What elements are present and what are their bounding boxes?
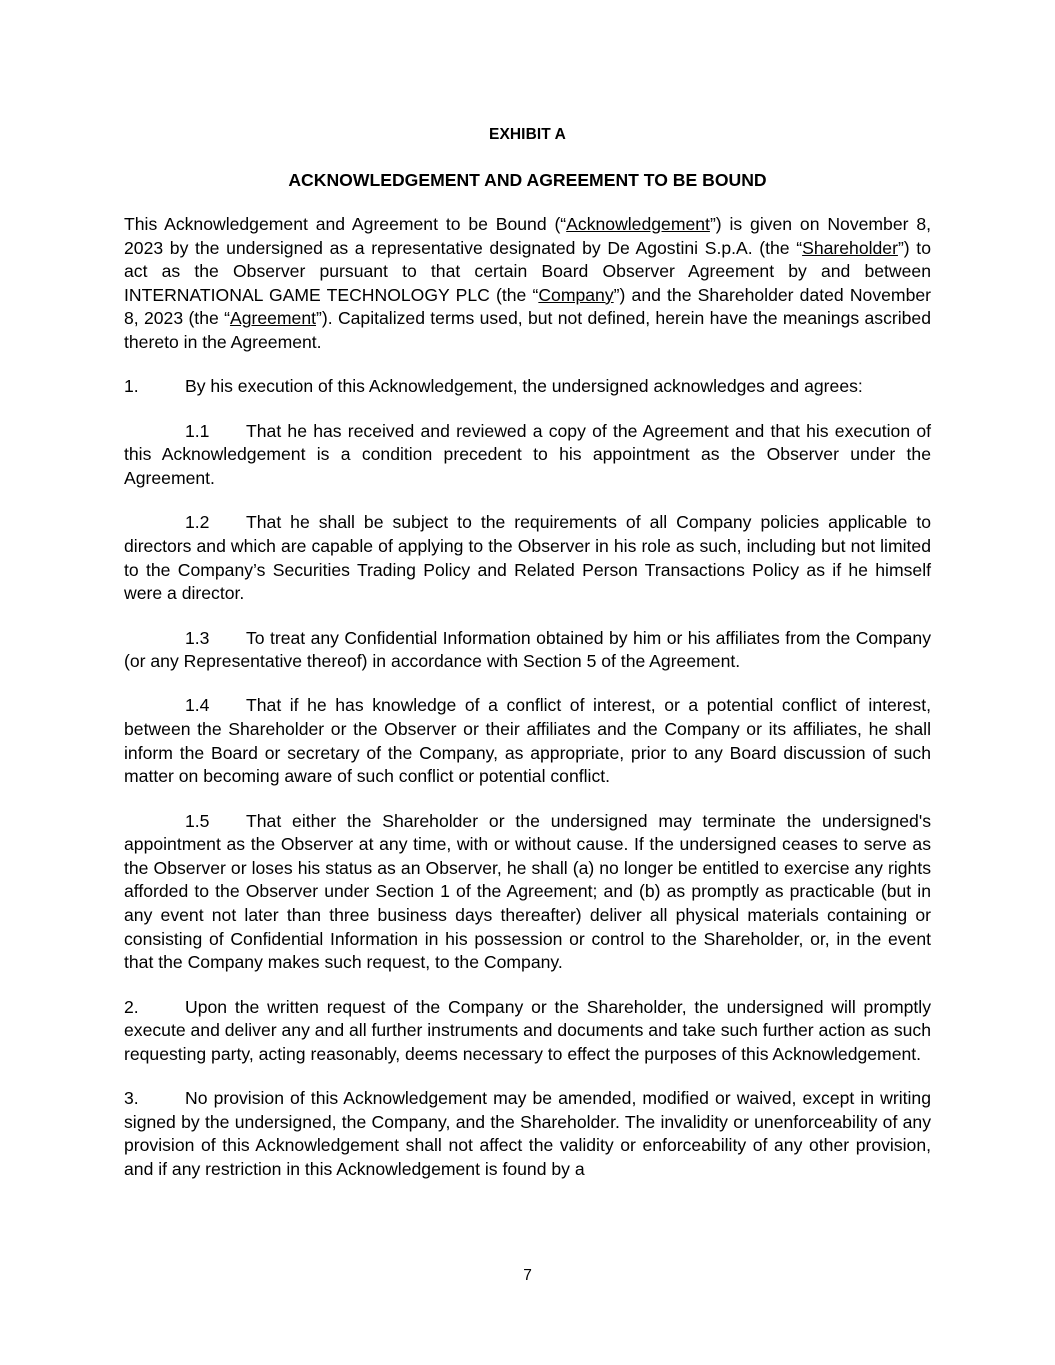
- document-body: [124, 213, 931, 1202]
- section-text: No provision of this Acknowledgement may be amended, modified or waived, except in writing signed by the undersigned, the Company, and the Shareholder. The invalidity or unenforceability of any provision of this Acknowledgement shall not affect the validity or enforceability of any other provision, and if any restriction in this Acknowledgement is found by a: [124, 1088, 931, 1179]
- section-number: 3.: [124, 1088, 139, 1109]
- subsection-number: 1.1: [185, 420, 210, 441]
- intro-text-2: ”) is given on November 8, 2023 by the undersigned as a representative designated by De Agostini S.p.A. (the “: [124, 214, 931, 258]
- subsection-text: That if he has knowledge of a conflict of interest, or a potential conflict of interest, between the Shareholder or the Observer or their affiliates and the Company or its affiliates, he shall inform the Board or secretary of the Company, as appropriate, prior to any Board discussion of such matter on becoming aware of such conflict or potential conflict.: [124, 695, 931, 787]
- defined-term-agreement: Agreement: [229, 308, 317, 329]
- section-1: [124, 375, 931, 399]
- intro-text-3: ”) to act as the Observer pursuant to that certain Board Observer Agreement by and between INTERNATIONAL GAME TECHNOLOGY PLC (the “: [124, 237, 931, 305]
- subsection-1-4: [124, 694, 931, 788]
- subsection-1-5: [124, 810, 931, 975]
- subsection-text: That either the Shareholder or the undersigned may terminate the undersigned's appointment as the Observer at any time, with or without cause. If the undersigned ceases to serve as the Observer or loses his status as an Observer, he shall (a) no longer be entitled to exercise any rights afforded to the Observer under Section 1 of the Agreement; and (b) as promptly as practicable (but in any event not later than three business days thereafter) deliver all physical materials containing or consisting of Confidential Information in his possession or control to the Shareholder, or, in the event that the Company makes such request, to the Company.: [124, 810, 931, 973]
- section-number: 2.: [124, 996, 139, 1017]
- document-title: ACKNOWLEDGEMENT AND AGREEMENT TO BE BOUND: [288, 170, 767, 190]
- subsection-text: To treat any Confidential Information obtained by him or his affiliates from the Company (or any Representative thereof) in accordance with Section 5 of the Agreement.: [124, 627, 931, 672]
- subsection-number: 1.4: [185, 695, 210, 716]
- section-number: 1.: [124, 376, 139, 397]
- page-number: 7: [523, 1267, 532, 1284]
- subsection-text: That he shall be subject to the requirements of all Company policies applicable to directors and which are capable of applying to the Observer in his role as such, including but not limited to the Company’s Securities Trading Policy and Related Person Transactions Policy as if he himself were a director.: [124, 512, 931, 604]
- section-text: By his execution of this Acknowledgement, the undersigned acknowledges and agrees:: [185, 376, 863, 397]
- defined-term-shareholder: Shareholder: [802, 237, 898, 258]
- exhibit-heading: EXHIBIT A: [489, 126, 566, 143]
- subsection-number: 1.5: [185, 810, 210, 831]
- subsection-1-2: [124, 511, 931, 605]
- intro-paragraph: [124, 213, 931, 355]
- subsection-1-1: [124, 420, 931, 491]
- intro-text-5: ”). Capitalized terms used, but not defined, herein have the meanings ascribed thereto in the Agreement.: [124, 308, 931, 352]
- section-2: [124, 996, 931, 1067]
- subsection-number: 1.2: [185, 512, 210, 533]
- defined-term-acknowledgement: Acknowledgement: [566, 214, 710, 234]
- section-3: [124, 1087, 931, 1181]
- subsection-1-3: [124, 627, 931, 674]
- intro-text-4: ”) and the Shareholder dated November 8, 2023 (the “: [124, 284, 932, 329]
- subsection-text: That he has received and reviewed a copy of the Agreement and that his execution of this Acknowledgement is a condition precedent to his appointment as the Observer under the Agreement.: [124, 420, 931, 488]
- section-text: Upon the written request of the Company or the Shareholder, the undersigned will promptly execute and deliver any and all further instruments and documents and take such further action as such requesting party, acting reasonably, deems necessary to effect the purposes of this Acknowledgement.: [124, 996, 931, 1064]
- defined-term-company: Company: [538, 284, 614, 305]
- intro-text-1: This Acknowledgement and Agreement to be Bound (“: [124, 214, 567, 234]
- subsection-number: 1.3: [185, 627, 210, 648]
